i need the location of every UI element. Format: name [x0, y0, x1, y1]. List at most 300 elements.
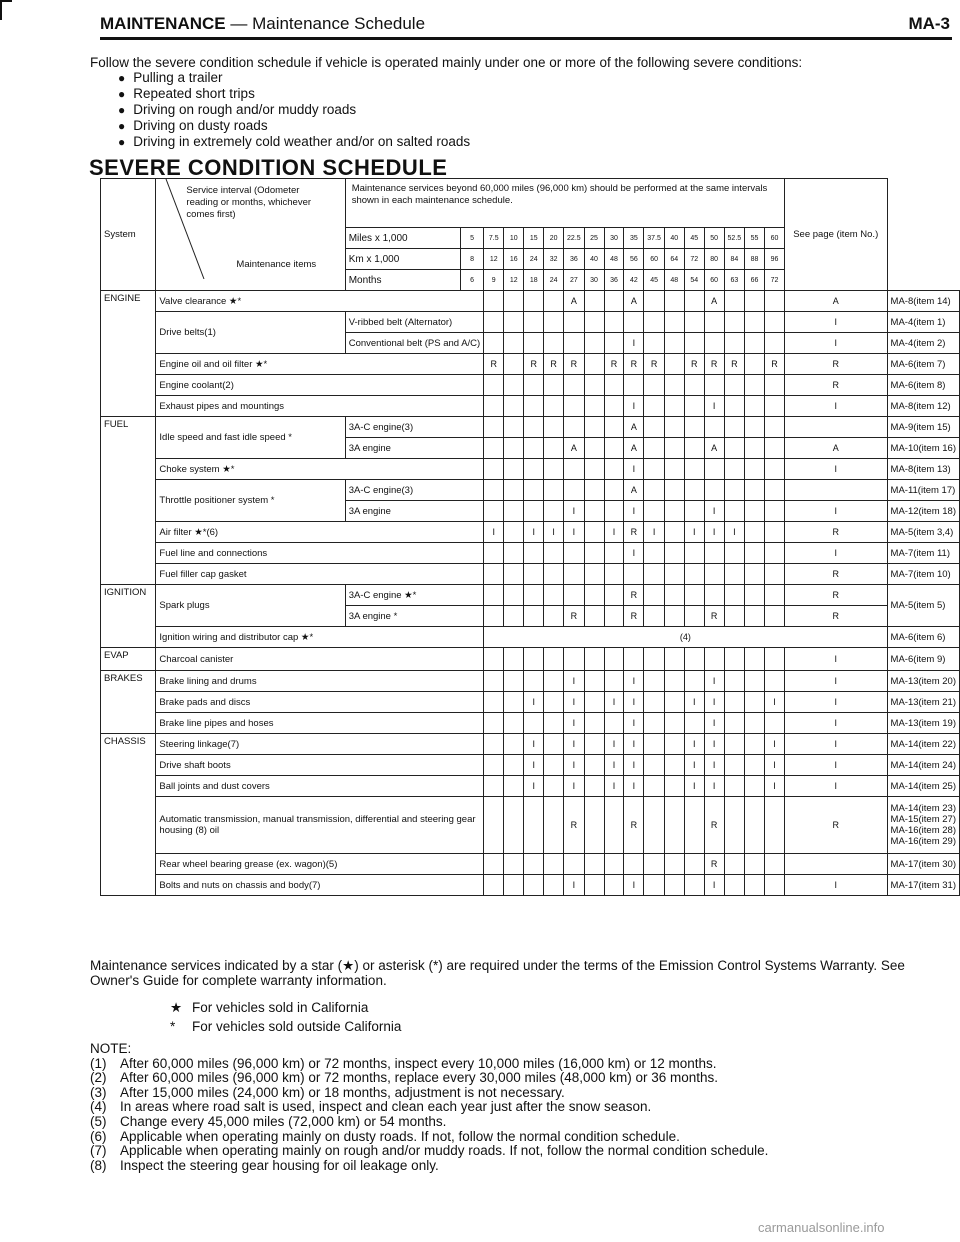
service-mark [604, 543, 624, 564]
interval-items-header [156, 179, 345, 291]
schedule-row [101, 755, 960, 776]
service-mark [745, 606, 765, 627]
service-mark: I [784, 459, 887, 480]
service-mark: A [704, 291, 724, 312]
service-mark: A [784, 438, 887, 459]
service-mark [765, 312, 785, 333]
service-mark [765, 564, 785, 585]
service-mark [644, 438, 664, 459]
service-mark [604, 564, 624, 585]
service-mark: I [784, 713, 887, 734]
service-mark [724, 564, 744, 585]
service-mark [504, 564, 524, 585]
interval-value: 32 [544, 249, 564, 270]
sub-item-cell: 3A-C engine(3) [345, 480, 484, 501]
service-mark [584, 755, 604, 776]
service-mark: I [524, 692, 544, 713]
service-mark [504, 333, 524, 354]
service-mark [765, 585, 785, 606]
page-ref-cell [887, 776, 959, 797]
service-mark [604, 417, 624, 438]
service-mark: R [704, 854, 724, 875]
service-mark [684, 854, 704, 875]
service-mark [564, 459, 584, 480]
interval-value: 27 [564, 270, 584, 291]
service-mark [504, 606, 524, 627]
service-mark [544, 776, 564, 797]
service-mark [664, 564, 684, 585]
service-mark: I [784, 333, 887, 354]
service-mark [604, 585, 624, 606]
schedule-row [101, 585, 960, 606]
service-mark: R [784, 375, 887, 396]
service-mark [684, 396, 704, 417]
page-ref: MA-7(item 10) [890, 568, 951, 580]
sub-item-cell: 3A-C engine ★* [345, 585, 484, 606]
service-mark [745, 875, 765, 896]
service-mark [724, 480, 744, 501]
service-mark [484, 312, 504, 333]
interval-value: 9 [484, 270, 504, 291]
service-mark [504, 734, 524, 755]
service-mark: I [704, 875, 724, 896]
service-mark [504, 648, 524, 671]
header-separator: — [230, 14, 248, 33]
service-mark: R [624, 797, 644, 854]
page-ref-cell [887, 755, 959, 776]
service-mark [524, 713, 544, 734]
schedule-row [101, 875, 960, 896]
item-cell: Rear wheel bearing grease (ex. wagon)(5) [156, 854, 484, 875]
service-mark [724, 585, 744, 606]
service-mark [765, 480, 785, 501]
page-ref-cell [887, 501, 959, 522]
service-mark [484, 375, 504, 396]
service-mark [644, 312, 664, 333]
service-mark [684, 564, 704, 585]
system-header: System [101, 179, 156, 291]
service-mark [644, 776, 664, 797]
service-mark: I [564, 734, 584, 755]
interval-value: 5 [460, 228, 483, 249]
page-ref: MA-13(item 19) [890, 717, 956, 729]
service-mark [544, 713, 564, 734]
page-ref-cell [887, 417, 959, 438]
service-mark: I [564, 692, 584, 713]
service-mark [724, 312, 744, 333]
note-number: (2) [90, 1070, 107, 1086]
service-mark: I [704, 713, 724, 734]
service-mark [484, 585, 504, 606]
service-mark: A [624, 480, 644, 501]
service-mark: I [624, 875, 644, 896]
service-mark: I [624, 501, 644, 522]
service-mark: I [704, 396, 724, 417]
service-mark [784, 417, 887, 438]
service-mark [704, 480, 724, 501]
service-mark: I [624, 671, 644, 692]
service-mark: A [564, 438, 584, 459]
note-number: (4) [90, 1099, 107, 1115]
service-mark [524, 501, 544, 522]
service-mark [745, 854, 765, 875]
service-mark [484, 417, 504, 438]
service-mark [784, 480, 887, 501]
interval-value: 48 [664, 270, 684, 291]
item-cell: Air filter ★*(6) [156, 522, 484, 543]
legend-symbol: * [170, 1019, 176, 1034]
service-mark [644, 606, 664, 627]
page-ref-cell [887, 627, 959, 648]
note-row [90, 1057, 955, 1072]
service-mark [745, 585, 765, 606]
system-cell: CHASSIS [101, 734, 156, 896]
service-mark [504, 396, 524, 417]
service-mark: I [684, 692, 704, 713]
service-mark: I [765, 734, 785, 755]
system-cell: BRAKES [101, 671, 156, 734]
service-mark [544, 459, 564, 480]
service-mark [524, 438, 544, 459]
service-mark [745, 755, 765, 776]
service-mark: R [564, 797, 584, 854]
page-ref: MA-16(item 29) [890, 836, 956, 847]
service-mark [745, 734, 765, 755]
service-mark [504, 459, 524, 480]
service-mark [624, 648, 644, 671]
service-mark [484, 564, 504, 585]
service-mark [704, 333, 724, 354]
interval-value: 64 [664, 249, 684, 270]
service-mark [504, 501, 524, 522]
service-mark [564, 312, 584, 333]
service-mark [604, 396, 624, 417]
schedule-row [101, 854, 960, 875]
item-cell: Valve clearance ★* [156, 291, 484, 312]
service-mark [644, 671, 664, 692]
note-text: Applicable when operating mainly on rough and/or muddy roads. If not, follow the normal condition schedule. [120, 1143, 769, 1159]
service-mark [724, 734, 744, 755]
service-mark [684, 459, 704, 480]
page-ref-cell [887, 692, 959, 713]
service-mark [644, 713, 664, 734]
service-mark [484, 543, 504, 564]
service-mark [504, 854, 524, 875]
service-mark [584, 375, 604, 396]
service-mark [644, 333, 664, 354]
interval-value: 84 [724, 249, 744, 270]
service-mark [504, 522, 524, 543]
service-mark [644, 480, 664, 501]
service-mark: A [624, 291, 644, 312]
page-ref: MA-4(item 2) [890, 337, 946, 349]
scale-label: Months [345, 270, 460, 291]
service-mark: R [704, 606, 724, 627]
legend-entry [170, 998, 401, 1017]
service-mark [664, 291, 684, 312]
page-ref: MA-11(item 17) [890, 484, 956, 496]
service-mark [664, 459, 684, 480]
service-mark [544, 564, 564, 585]
service-mark [564, 585, 584, 606]
page-ref-cell [887, 522, 959, 543]
page-ref: MA-12(item 18) [890, 505, 956, 517]
page-ref: MA-9(item 15) [890, 421, 951, 433]
note-text: After 60,000 miles (96,000 km) or 72 months, replace every 30,000 miles (48,000 km) or 36 months. [120, 1070, 719, 1086]
service-mark [524, 648, 544, 671]
service-mark [584, 854, 604, 875]
service-mark: R [784, 797, 887, 854]
maintenance-schedule-table [100, 178, 960, 896]
page-ref: MA-8(item 13) [890, 463, 951, 475]
page-ref-cell [887, 375, 959, 396]
service-mark [544, 692, 564, 713]
service-mark: A [704, 438, 724, 459]
service-mark [724, 797, 744, 854]
service-mark [544, 671, 564, 692]
page-ref: MA-5(item 5) [890, 600, 946, 611]
page-ref-cell [887, 734, 959, 755]
page-ref: MA-10(item 16) [890, 442, 956, 454]
service-mark [724, 375, 744, 396]
item-cell: Automatic transmission, manual transmission, differential and steering gear housing (8) oil [156, 797, 484, 854]
service-mark: I [704, 671, 724, 692]
service-mark [664, 713, 684, 734]
service-mark [624, 854, 644, 875]
interval-value: 54 [684, 270, 704, 291]
service-mark [704, 585, 724, 606]
interval-value: 60 [704, 270, 724, 291]
interval-value: 8 [460, 249, 483, 270]
page-ref: MA-13(item 21) [890, 696, 956, 708]
service-mark [704, 312, 724, 333]
service-mark [765, 459, 785, 480]
service-mark [584, 797, 604, 854]
service-mark [704, 543, 724, 564]
service-mark [504, 692, 524, 713]
schedule-body [101, 179, 960, 896]
schedule-row [101, 692, 960, 713]
service-mark [644, 459, 664, 480]
interval-value: 20 [544, 228, 564, 249]
service-mark: I [684, 522, 704, 543]
schedule-row [101, 797, 960, 854]
service-mark: I [765, 755, 785, 776]
service-mark [765, 291, 785, 312]
interval-value: 30 [604, 228, 624, 249]
service-mark [745, 671, 765, 692]
service-mark [544, 648, 564, 671]
service-mark [745, 459, 765, 480]
service-mark [484, 438, 504, 459]
page-ref-cell [887, 671, 959, 692]
interval-value: 22.5 [564, 228, 584, 249]
service-mark: I [784, 692, 887, 713]
page-ref: MA-4(item 1) [890, 316, 946, 328]
service-mark: R [624, 606, 644, 627]
interval-value: 6 [460, 270, 483, 291]
service-mark [544, 291, 564, 312]
note-row [90, 1086, 955, 1101]
schedule-row [101, 354, 960, 375]
service-mark: I [784, 875, 887, 896]
service-mark [765, 606, 785, 627]
service-mark [724, 459, 744, 480]
service-mark: I [704, 776, 724, 797]
page-ref: MA-6(item 9) [890, 653, 946, 665]
schedule-row [101, 671, 960, 692]
service-mark: I [704, 755, 724, 776]
service-mark [504, 755, 524, 776]
service-mark: I [765, 692, 785, 713]
interval-value: 45 [684, 228, 704, 249]
interval-value: 60 [644, 249, 664, 270]
service-mark [765, 713, 785, 734]
service-mark [724, 438, 744, 459]
service-mark [745, 522, 765, 543]
service-mark [664, 734, 684, 755]
service-mark [544, 312, 564, 333]
schedule-row [101, 713, 960, 734]
legend-symbol: ★ [170, 1000, 183, 1015]
service-mark [584, 543, 604, 564]
legend-text: For vehicles sold in California [192, 1000, 369, 1015]
service-mark: I [524, 755, 544, 776]
interval-value: 55 [745, 228, 765, 249]
interval-value: 66 [745, 270, 765, 291]
service-mark [765, 375, 785, 396]
page-ref: MA-15(item 27) [890, 814, 956, 825]
item-cell: Brake line pipes and hoses [156, 713, 484, 734]
service-mark [664, 375, 684, 396]
service-mark [564, 417, 584, 438]
service-mark [664, 671, 684, 692]
service-mark: I [765, 776, 785, 797]
note-number: (5) [90, 1113, 107, 1129]
span-note-cell: (4) [484, 627, 887, 648]
note-number: (8) [90, 1157, 107, 1173]
interval-value: 88 [745, 249, 765, 270]
service-mark [584, 312, 604, 333]
service-mark [684, 501, 704, 522]
page-ref: MA-13(item 20) [890, 675, 956, 687]
service-mark [524, 585, 544, 606]
interval-value: 12 [484, 249, 504, 270]
service-mark [765, 671, 785, 692]
service-mark [684, 713, 704, 734]
service-mark [745, 312, 765, 333]
service-mark [745, 480, 765, 501]
page-ref: MA-7(item 11) [890, 547, 951, 559]
service-mark [644, 734, 664, 755]
service-mark: R [564, 606, 584, 627]
page-number: MA-3 [908, 14, 950, 33]
service-mark: R [564, 354, 584, 375]
item-cell: Charcoal canister [156, 648, 484, 671]
service-mark [544, 543, 564, 564]
interval-value: 37.5 [644, 228, 664, 249]
header-rule [100, 37, 952, 40]
service-mark [504, 417, 524, 438]
page-ref-cell [887, 291, 959, 312]
service-mark [484, 734, 504, 755]
interval-value: 45 [644, 270, 664, 291]
service-mark [684, 480, 704, 501]
service-mark [664, 797, 684, 854]
service-mark [504, 543, 524, 564]
service-mark [724, 291, 744, 312]
service-mark [624, 312, 644, 333]
service-mark [504, 875, 524, 896]
item-cell: Steering linkage(7) [156, 734, 484, 755]
interval-value: 18 [524, 270, 544, 291]
service-mark: I [624, 713, 644, 734]
item-cell: Fuel line and connections [156, 543, 484, 564]
service-mark [524, 333, 544, 354]
page-ref: MA-8(item 14) [890, 295, 951, 307]
service-mark [584, 459, 604, 480]
sub-item-cell: 3A engine [345, 438, 484, 459]
page-ref-cell [887, 333, 959, 354]
service-mark [604, 501, 624, 522]
service-mark: I [564, 671, 584, 692]
see-page-header: See page (item No.) [784, 179, 887, 291]
interval-value: 12 [504, 270, 524, 291]
service-mark [664, 417, 684, 438]
page-ref: MA-5(item 3,4) [890, 526, 954, 538]
service-mark: I [684, 776, 704, 797]
service-mark: I [784, 648, 887, 671]
note-number: (3) [90, 1084, 107, 1100]
schedule-row [101, 312, 960, 333]
service-mark: I [564, 522, 584, 543]
note-text: Applicable when operating mainly on dusty roads. If not, follow the normal condition schedule. [120, 1128, 680, 1144]
service-mark [745, 648, 765, 671]
page-ref: MA-8(item 12) [890, 400, 951, 412]
service-mark [484, 755, 504, 776]
page-ref-cell [887, 713, 959, 734]
service-mark [724, 606, 744, 627]
service-mark [584, 875, 604, 896]
service-mark [745, 501, 765, 522]
service-mark [765, 396, 785, 417]
item-cell: Engine oil and oil filter ★* [156, 354, 484, 375]
page-ref-cell [887, 396, 959, 417]
service-mark: I [784, 734, 887, 755]
service-mark: A [564, 291, 584, 312]
service-mark [644, 501, 664, 522]
service-mark [524, 606, 544, 627]
interval-value: 80 [704, 249, 724, 270]
service-mark [745, 543, 765, 564]
service-mark [745, 375, 765, 396]
intro-lead: Follow the severe condition schedule if vehicle is operated mainly under one or more of the following severe conditions: [90, 55, 803, 70]
service-mark: R [724, 354, 744, 375]
interval-value: 16 [504, 249, 524, 270]
service-mark: R [544, 354, 564, 375]
system-cell: IGNITION [101, 585, 156, 648]
service-mark: I [604, 692, 624, 713]
service-mark [584, 354, 604, 375]
service-mark [584, 606, 604, 627]
service-mark: I [624, 543, 644, 564]
service-mark [684, 417, 704, 438]
service-mark [544, 438, 564, 459]
service-mark [724, 875, 744, 896]
service-mark [724, 854, 744, 875]
note-row [90, 1130, 955, 1145]
service-mark [745, 354, 765, 375]
